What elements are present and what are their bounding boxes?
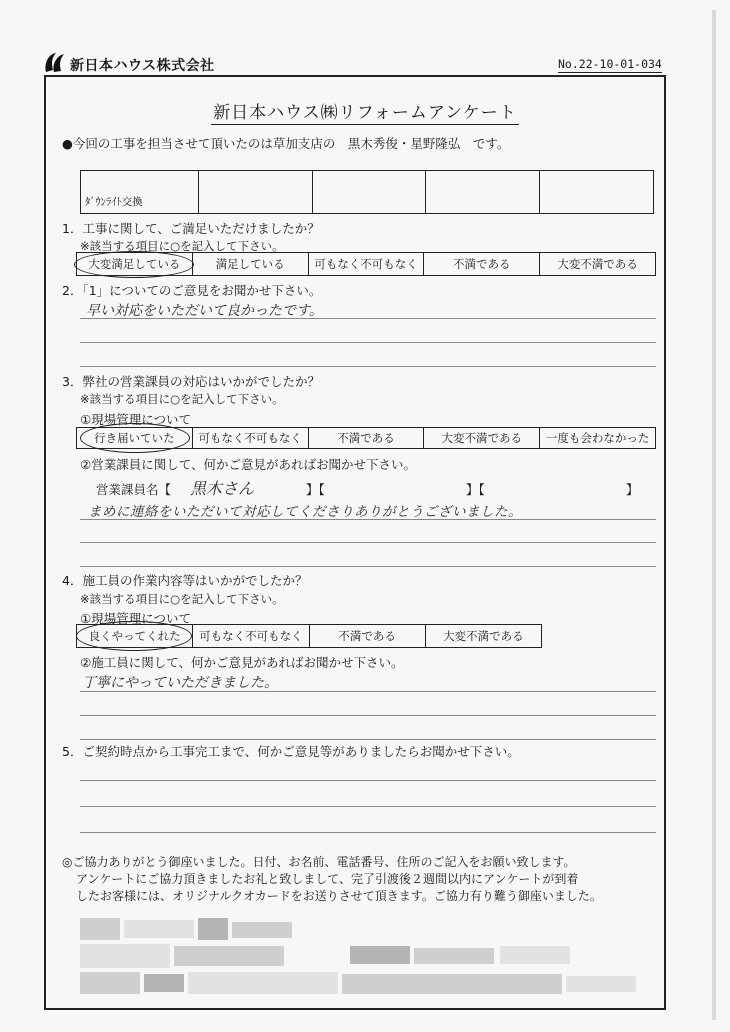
writing-line — [80, 342, 656, 343]
q1-question: 1．工事に関して、ご満足いただけましたか？ — [62, 221, 320, 236]
bracket-end: 】 — [626, 482, 639, 497]
q1-option[interactable]: 可もなく不可もなく — [308, 253, 424, 275]
document-number: No.22-10-01-034 — [558, 57, 662, 71]
bracket-mid2: 】【 — [466, 482, 485, 497]
q4-option[interactable]: 可もなく不可もなく — [192, 625, 308, 647]
writing-line — [80, 691, 656, 692]
writing-line — [80, 739, 656, 740]
q3-sub1: ①現場管理について — [80, 412, 191, 427]
q4-instruction: ※該当する項目に○を記入して下さい。 — [80, 592, 284, 606]
q3-instruction: ※該当する項目に○を記入して下さい。 — [80, 392, 284, 406]
q5-question: 5．ご契約時点から工事完工まで、何かご意見等がありましたらお聞かせ下さい。 — [62, 744, 520, 759]
q4-selection-circle — [76, 621, 192, 651]
q1-selection-circle — [74, 251, 194, 278]
company-logo-icon — [42, 50, 68, 76]
q4-handwritten-answer: 丁寧にやっていただきました。 — [82, 675, 278, 691]
q4-option[interactable]: 良くやってくれた — [88, 629, 181, 643]
q1-option[interactable]: 不満である — [423, 253, 539, 275]
work-items-table — [80, 170, 654, 214]
q3-option[interactable]: 一度も会わなかった — [539, 428, 655, 448]
footer-line-3: したお客様には、オリジナルクオカードをお送りさせて頂きます。ご協力有り難う御座いました。 — [76, 889, 602, 903]
writing-line — [80, 366, 656, 367]
q3-option[interactable]: 可もなく不可もなく — [192, 428, 308, 448]
form-title: 新日本ハウス㈱リフォームアンケート — [213, 103, 517, 123]
q3-handwritten-answer: まめに連絡をいただいて対応してくださりありがとうございました。 — [88, 504, 522, 520]
q2-handwritten-answer: 早い対応をいただいて良かったです。 — [86, 303, 323, 319]
q4-option[interactable]: 不満である — [309, 625, 425, 647]
q4-sub2: ②施工員に関して、何かご意見があればお聞かせ下さい。 — [80, 655, 404, 670]
q1-option[interactable]: 満足している — [192, 253, 308, 275]
q4-option[interactable]: 大変不満である — [425, 625, 541, 647]
q1-option[interactable]: 大変不満である — [539, 253, 655, 275]
company-name: 新日本ハウス株式会社 — [70, 58, 215, 74]
bracket-mid: 】【 — [306, 482, 325, 497]
writing-line — [80, 318, 656, 319]
writing-line — [80, 542, 656, 543]
writing-line — [80, 566, 656, 567]
work-item-cell — [198, 171, 312, 213]
q4-sub1: ①現場管理について — [80, 611, 191, 626]
intro-text: ●今回の工事を担当させて頂いたのは草加支店の 黒木秀俊・星野隆弘 です。 — [62, 136, 510, 151]
writing-line — [80, 832, 656, 833]
footer-line-1: ◎ご協力ありがとう御座いました。日付、お名前、電話番号、住所のご記入をお願い致します。 — [62, 855, 576, 869]
q4-question: 4．施工員の作業内容等はいかがでしたか？ — [62, 573, 308, 588]
staff-name-label: 営業課員名【 — [96, 482, 172, 497]
q3-sub2: ②営業課員に関して、何かご意見があればお聞かせ下さい。 — [80, 457, 416, 472]
writing-line — [80, 780, 656, 781]
work-item-cell — [425, 171, 539, 213]
q3-option[interactable]: 大変不満である — [423, 428, 539, 448]
q3-option[interactable]: 行き届いていた — [94, 431, 175, 445]
q3-question: 3．弊社の営業課員の対応はいかがでしたか？ — [62, 374, 320, 389]
writing-line — [80, 806, 656, 807]
page-edge — [712, 10, 716, 1020]
q1-option[interactable]: 大変満足している — [88, 257, 181, 271]
q3-option[interactable]: 不満である — [308, 428, 424, 448]
writing-line — [80, 715, 656, 716]
work-item-cell: ﾀﾞｳﾝﾗｲﾄ交換 — [85, 196, 143, 208]
q3-selection-circle — [80, 423, 190, 453]
staff-name-handwritten: 黒木さん — [190, 479, 255, 498]
footer-line-2: アンケートにご協力頂きましたお礼と致しまして、完了引渡後２週間以内にアンケートが到着 — [76, 872, 579, 886]
work-item-cell — [312, 171, 426, 213]
writing-line — [80, 519, 656, 520]
work-item-cell — [539, 171, 653, 213]
q2-question: 2．「1」についてのご意見をお聞かせ下さい。 — [62, 283, 322, 298]
q1-instruction: ※該当する項目に○を記入して下さい。 — [80, 239, 284, 253]
